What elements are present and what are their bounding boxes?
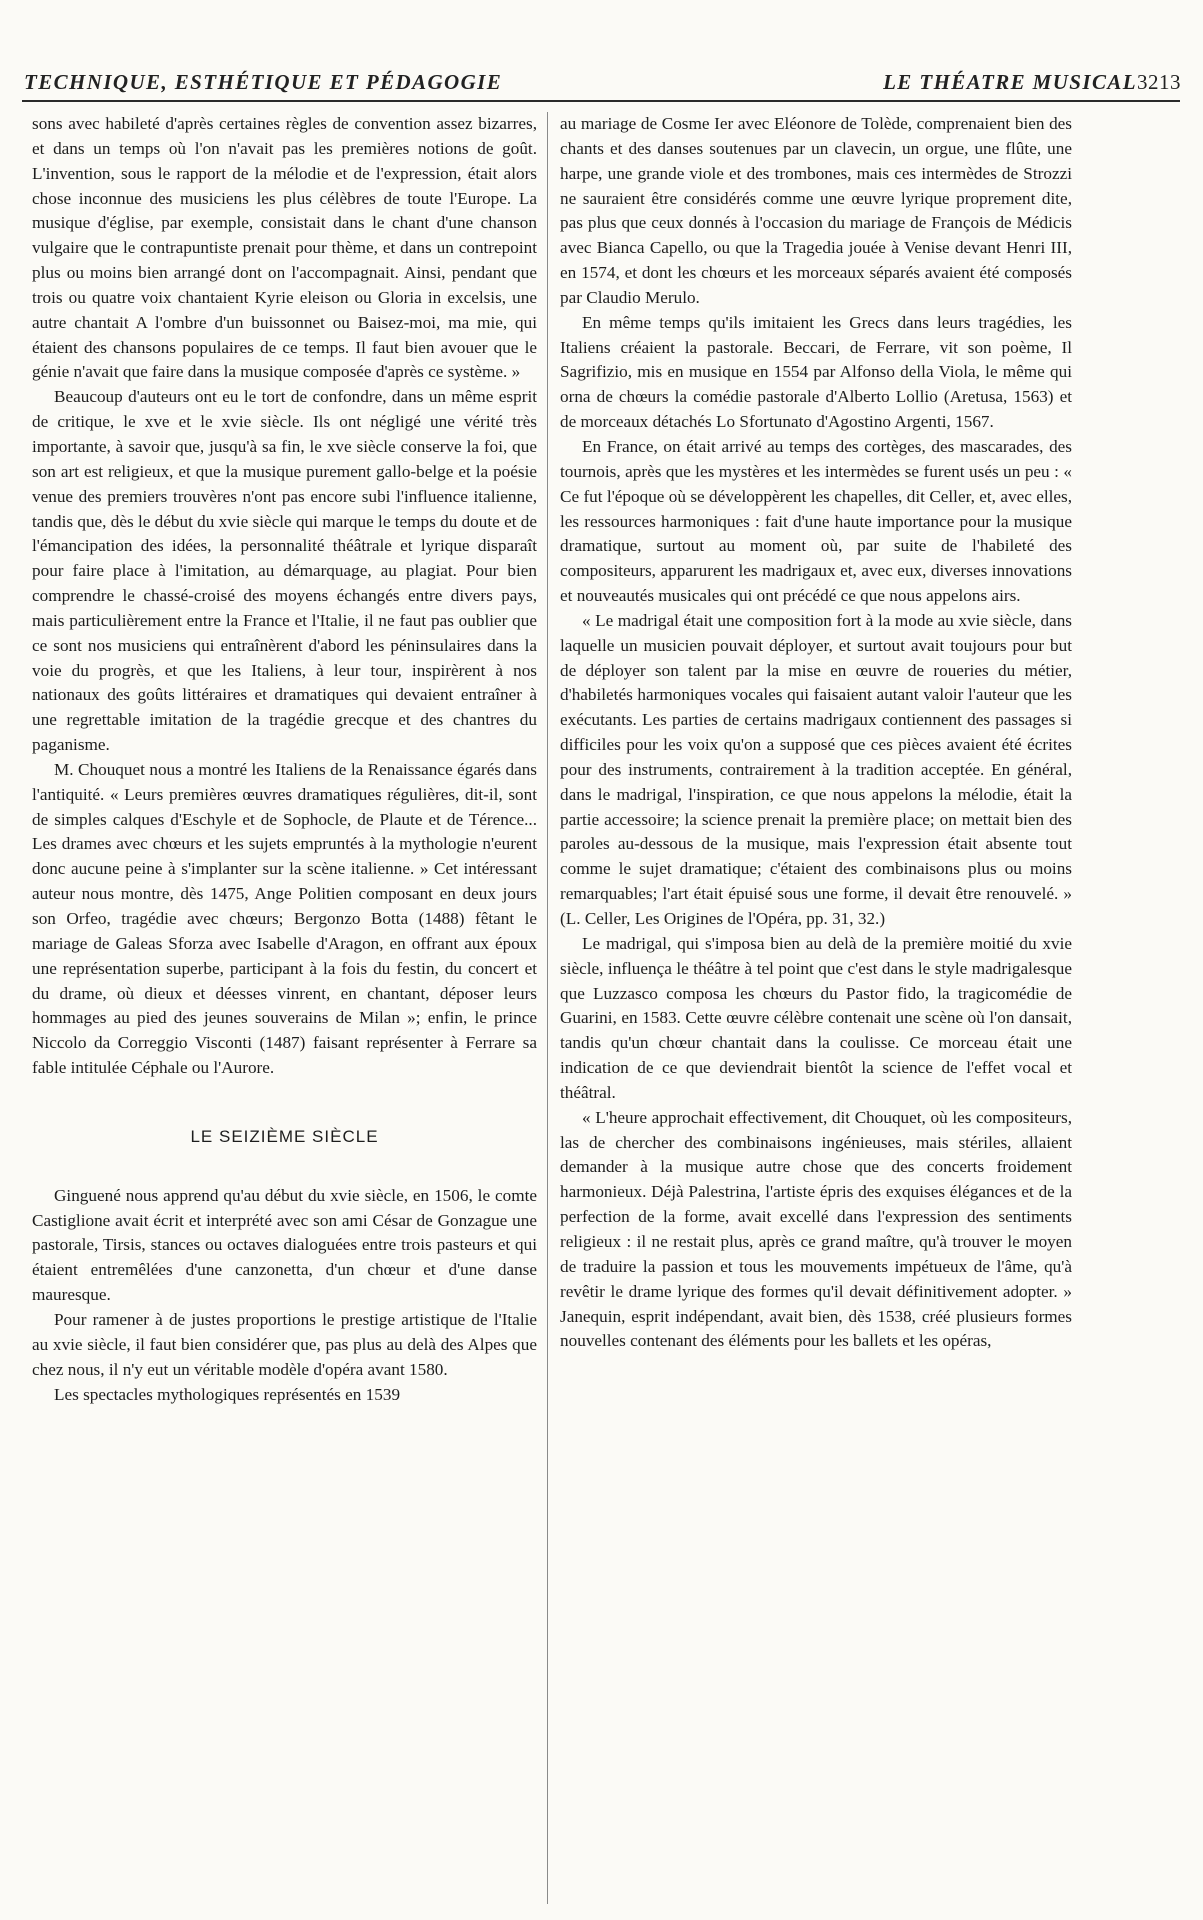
section-heading: LE SEIZIÈME SIÈCLE [190,1126,379,1146]
header-rule [22,100,1180,102]
paragraph: Beaucoup d'auteurs ont eu le tort de confondre, dans un même esprit de critique, le xve et le xvie siècle. Ils ont négligé une vérité très importante, à savoir que, jusqu'à sa fin, le xve siècle conserve la foi, que son art est religieux, et que la musique purement gallo-belge et la poésie venue des premiers trouvères n'ont pas encore subi l'influence italienne, tandis que, dès le début du xvie siècle qui marque le temps du doute et de l'émancipation des idées, la personnalité théâtrale et lyrique disparaît pour faire place à l'imitation, au démarquage, au plagiat. Pour bien comprendre le chassé-croisé des moyens échangés entre divers pays, mais particulièrement entre la France et l'Italie, il ne faut pas oublier que ce sont nos musiciens qui entraînèrent d'abord les péninsulaires dans la voie du progrès, et que les Italiens, à leur tour, inspirèrent à nos nationaux des goûts littéraires et dramatiques qui devaient entraîner à une regrettable imitation de la tragédie grecque et des chantres du paganisme. [32,387,537,755]
paragraph: Le madrigal, qui s'imposa bien au delà de la première moitié du xvie siècle, influença le théâtre à tel point que c'est dans le style madrigalesque que Luzzasco composa les chœurs du Pastor fido, la tragicomédie de Guarini, en 1583. Cette œuvre célèbre contenait une scène où l'on dansait, tandis qu'un chœur chantait dans la coulisse. Ce morceau était une indication de ce que deviendrait bientôt la science de l'effet vocal et théâtral. [560,933,1072,1102]
running-header [24,70,1181,100]
header-left-title: TECHNIQUE, ESTHÉTIQUE ET PÉDAGOGIE [24,70,503,94]
right-column [560,112,1072,1912]
left-column [32,112,537,1912]
header-right-title: LE THÉATRE MUSICAL [883,70,1137,94]
column-divider [547,112,548,1904]
page-number: 3213 [1137,70,1181,94]
paragraph: Les spectacles mythologiques représentés en 1539 [54,1384,401,1404]
paragraph: sons avec habileté d'après certaines règles de convention assez bizarres, et dans un temps où l'on n'avait pas les premières notions de goût. L'invention, sous le rapport de la mélodie et de l'expression, était alors chose inconnue des musiciens les plus célèbres de toute l'Europe. La musique d'église, par exemple, consistait dans le chant d'une chanson vulgaire que le contrapuntiste prenait pour thème, et dans un contrepoint plus ou moins bien arrangé dont on l'accompagnait. Ainsi, pendant que trois ou quatre voix chantaient Kyrie eleison ou Gloria in excelsis, une autre chantait A l'ombre d'un buissonnet ou Baisez-moi, ma mie, qui étaient des chansons populaires de ce temps. Il faut bien avouer que le génie n'avait que faire dans la musique composée d'après ce système. » [32,114,537,382]
paragraph: En même temps qu'ils imitaient les Grecs dans leurs tragédies, les Italiens créaient la pastorale. Beccari, de Ferrare, vit son poème, Il Sagrifizio, mis en musique en 1554 par Alfonso della Viola, le même qui orna de chœurs la comédie pastorale d'Alberto Lollio (Aretusa, 1563) et de morceaux détachés Lo Sfortunato d'Agostino Argenti, 1567. [560,312,1072,432]
paragraph: Pour ramener à de justes proportions le prestige artistique de l'Italie au xvie siècle, il faut bien considérer que, pas plus au delà des Alpes que chez nous, il n'y eut un véritable modèle d'opéra avant 1580. [32,1309,537,1379]
paragraph: « Le madrigal était une composition fort à la mode au xvie siècle, dans laquelle un musicien pouvait déployer, et surtout avait toujours pour but de déployer son talent par la mise en œuvre de roueries du métier, d'habiletés harmoniques vocales qui faisaient autant valoir l'auteur que les exécutants. Les parties de certains madrigaux contiennent des passages si difficiles pour les voix qu'on a supposé que ces pièces avaient été écrites pour des instruments, contrairement à la tradition acceptée. En général, dans le madrigal, l'inspiration, ce que nous appelons la mélodie, était la partie accessoire; la science prenait la première place; on mettait bien des paroles au-dessous de la musique, mais l'expression était absente tout comme le sujet dramatique; c'étaient des combinaisons plus ou moins remarquables; l'art était épuisé sous une forme, il devait être renouvelé. » (L. Celler, Les Origines de l'Opéra, pp. 31, 32.) [560,610,1072,928]
paragraph: au mariage de Cosme Ier avec Eléonore de Tolède, comprenaient bien des chants et des danses soutenues par un clavecin, un orgue, une flûte, une harpe, une grande viole et des trombones, mais ces intermèdes de Strozzi ne sauraient être considérés comme une œuvre lyrique proprement dite, pas plus que ceux donnés à l'occasion du mariage de François de Médicis avec Bianca Capello, ou que la Tragedia jouée à Venise devant Henri III, en 1574, et dont les chœurs et les morceaux séparés avaient été composés par Claudio Merulo. [560,114,1072,307]
paragraph: M. Chouquet nous a montré les Italiens de la Renaissance égarés dans l'antiquité. « Leurs premières œuvres dramatiques régulières, dit-il, sont de simples calques d'Eschyle et de Sophocle, de Plaute et de Térence... Les drames avec chœurs et les sujets empruntés à la mythologie n'eurent donc aucune peine à s'implanter sur la scène italienne. » Cet intéressant auteur nous montre, dès 1475, Ange Politien composant en deux jours son Orfeo, tragédie avec chœurs; Bergonzo Botta (1488) fêtant le mariage de Galeas Sforza avec Isabelle d'Aragon, en offrant aux époux une représentation superbe, participant à la fois du festin, du concert et du drame, où dieux et déesses vinrent, en chantant, déposer leurs hommages au pied des jeunes souverains de Milan »; enfin, le prince Niccolo da Correggio Visconti (1487) faisant représenter à Ferrare sa fable intitulée Céphale ou l'Aurore. [32,759,537,1078]
paragraph: Ginguené nous apprend qu'au début du xvie siècle, en 1506, le comte Castiglione avait écrit et interprété avec son ami César de Gonzague une pastorale, Tirsis, stances ou octaves dialoguées entre trois pasteurs et qui étaient entremêlées d'une canzonetta, d'un chœur et d'une danse mauresque. [32,1185,537,1305]
paragraph: « L'heure approchait effectivement, dit Chouquet, où les compositeurs, las de chercher des combinaisons ingénieuses, mais stériles, allaient demander à la musique autre chose que des concerts froidement harmonieux. Déjà Palestrina, l'artiste épris des exquises élégances et de la perfection de la forme, avait excellé dans l'expression des sentiments religieux : il ne restait plus, après ce grand maître, qu'à trouver le moyen de traduire la passion et tous les mouvements impétueux de l'âme, qu'à revêtir le drame lyrique des formes qu'il devait définitivement adopter. » Janequin, esprit indépendant, avait bien, dès 1538, créé plusieurs formes nouvelles contenant des éléments pour les ballets et les opéras, [560,1107,1072,1351]
paragraph: En France, on était arrivé au temps des cortèges, des mascarades, des tournois, après que les mystères et les intermèdes se furent usés un peu : « Ce fut l'époque où se développèrent les chapelles, dit Celler, et, avec elles, les ressources harmoniques : fait d'une haute importance pour la musique dramatique, surtout au moment où, par suite de l'habileté des compositeurs, apparurent les madrigaux et, avec eux, diverses innovations et nouveautés musicales qui ont précédé ce que nous appelons airs. [560,436,1072,606]
